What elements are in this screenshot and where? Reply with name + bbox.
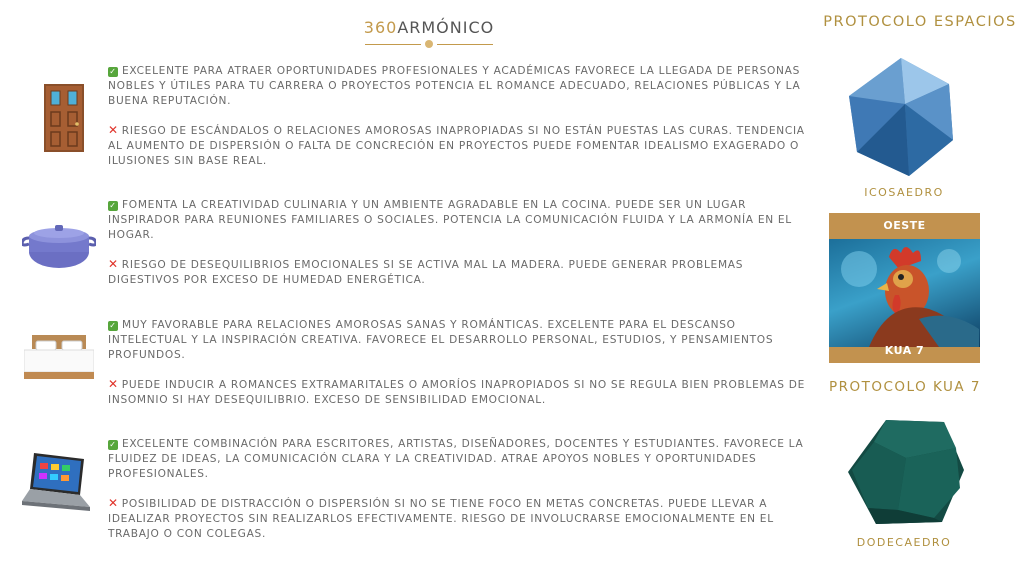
cross-icon: ✕ (108, 257, 119, 271)
brand-logo (362, 18, 496, 48)
rooster-image (829, 239, 980, 347)
pro-text (108, 198, 813, 243)
section-door (108, 64, 813, 169)
con-text-body: RIESGO DE ESCÁNDALOS O RELACIONES AMOROSAS INAPROPIADAS SI NO ESTÁN PUESTAS LAS CURAS. TENDENCIA AL AUMENTO DE DISPERSIÓN O FALTA DE CONCRECIÓN EN PROYECTOS PUEDE FOMENTAR IDEALISMO EXAGERADO O ILUSIONES SIN BASE REAL. (108, 125, 805, 167)
dodecahedron-label: DODECAEDRO (856, 536, 952, 549)
pro-text (108, 318, 813, 363)
cross-icon: ✕ (108, 123, 119, 137)
check-icon: ✓ (109, 321, 117, 330)
cross-icon: ✕ (108, 496, 119, 510)
kua-card (829, 213, 980, 363)
sun-icon (425, 40, 433, 48)
card-kua: KUA 7 (884, 344, 925, 357)
protocol-spaces-title: PROTOCOLO ESPACIOS (823, 14, 1017, 30)
con-text-body: POSIBILIDAD DE DISTRACCIÓN O DISPERSIÓN SI NO SE TIENE FOCO EN METAS CONCRETAS. PUEDE LLEVAR A IDEALIZAR PROYECTOS SIN REALIZARLOS EFECTIVAMENTE. RIESGO DE INVOLUCRARSE EMOCIONALMENTE EN EL TRABAJO O CON COLEGAS. (108, 498, 774, 540)
check-icon: ✓ (109, 201, 117, 210)
con-text (108, 496, 813, 542)
check-icon: ✓ (109, 440, 117, 449)
logo-ornament (362, 40, 496, 48)
check-icon: ✓ (109, 67, 117, 76)
laptop-icon (20, 451, 92, 515)
bed-icon (24, 335, 94, 381)
cross-icon: ✕ (108, 377, 119, 391)
rooster-icon (829, 239, 980, 347)
logo-text (362, 18, 496, 37)
pro-text-body: EXCELENTE COMBINACIÓN PARA ESCRITORES, ARTISTAS, DISEÑADORES, DOCENTES Y ESTUDIANTES. FAVORECE LA FLUIDEZ DE IDEAS, LA COMUNICACIÓN CLARA Y LA CREATIVIDAD. ATRAE APOYOS NOBLES Y OPORTUNIDADES PROFESIONALES. (108, 438, 804, 480)
logo-word: ARMÓNICO (397, 18, 495, 37)
pro-text-body: MUY FAVORABLE PARA RELACIONES AMOROSAS SANAS Y ROMÁNTICAS. EXCELENTE PARA EL DESCANSO INTELECTUAL Y LA INSPIRACIÓN CREATIVA. FAVORECE EL DESARROLLO PERSONAL, ESTUDIOS, Y PENSAMIENTOS PROFUNDOS. (108, 319, 774, 361)
section-kitchen (108, 198, 813, 288)
section-bedroom (108, 318, 813, 408)
protocol-kua-title: PROTOCOLO KUA 7 (828, 379, 981, 395)
con-text (108, 257, 813, 288)
pro-text (108, 437, 813, 482)
icosahedron-label: ICOSAEDRO (864, 186, 944, 199)
con-text (108, 377, 813, 408)
dodecahedron-icon (846, 418, 964, 526)
icosahedron-icon (845, 56, 957, 178)
logo-number: 360 (363, 18, 398, 37)
con-text-body: PUEDE INDUCIR A ROMANCES EXTRAMARITALES O AMORÍOS INAPROPIADOS SI NO SE REGULA BIEN PROBLEMAS DE INSOMNIO SI HAY DESEQUILIBRIO. EXCESO DE SENSIBILIDAD EMOCIONAL. (108, 379, 806, 406)
door-icon (44, 84, 84, 152)
con-text (108, 123, 813, 169)
cooking-pot-icon (22, 218, 96, 270)
pro-text (108, 64, 813, 109)
con-text-body: RIESGO DE DESEQUILIBRIOS EMOCIONALES SI SE ACTIVA MAL LA MADERA. PUEDE GENERAR PROBLEMAS DIGESTIVOS POR EXCESO DE HUMEDAD ENERGÉTICA. (108, 259, 744, 286)
section-office (108, 437, 813, 542)
pro-text-body: EXCELENTE PARA ATRAER OPORTUNIDADES PROFESIONALES Y ACADÉMICAS FAVORECE LA LLEGADA DE PERSONAS NOBLES Y ÚTILES PARA TU CARRERA O PROYECTOS POTENCIA EL ROMANCE ADECUADO, RELACIONES PÚBLICAS Y LA BUENA REPUTACIÓN. (108, 65, 801, 107)
card-direction: OESTE (883, 219, 926, 232)
pro-text-body: FOMENTA LA CREATIVIDAD CULINARIA Y UN AMBIENTE AGRADABLE EN LA COCINA. PUEDE SER UN LUGAR INSPIRADOR PARA REUNIONES FAMILIARES O SOCIALES. POTENCIA LA COMUNICACIÓN FLUIDA Y LA ARMONÍA EN EL HOGAR. (108, 199, 792, 241)
